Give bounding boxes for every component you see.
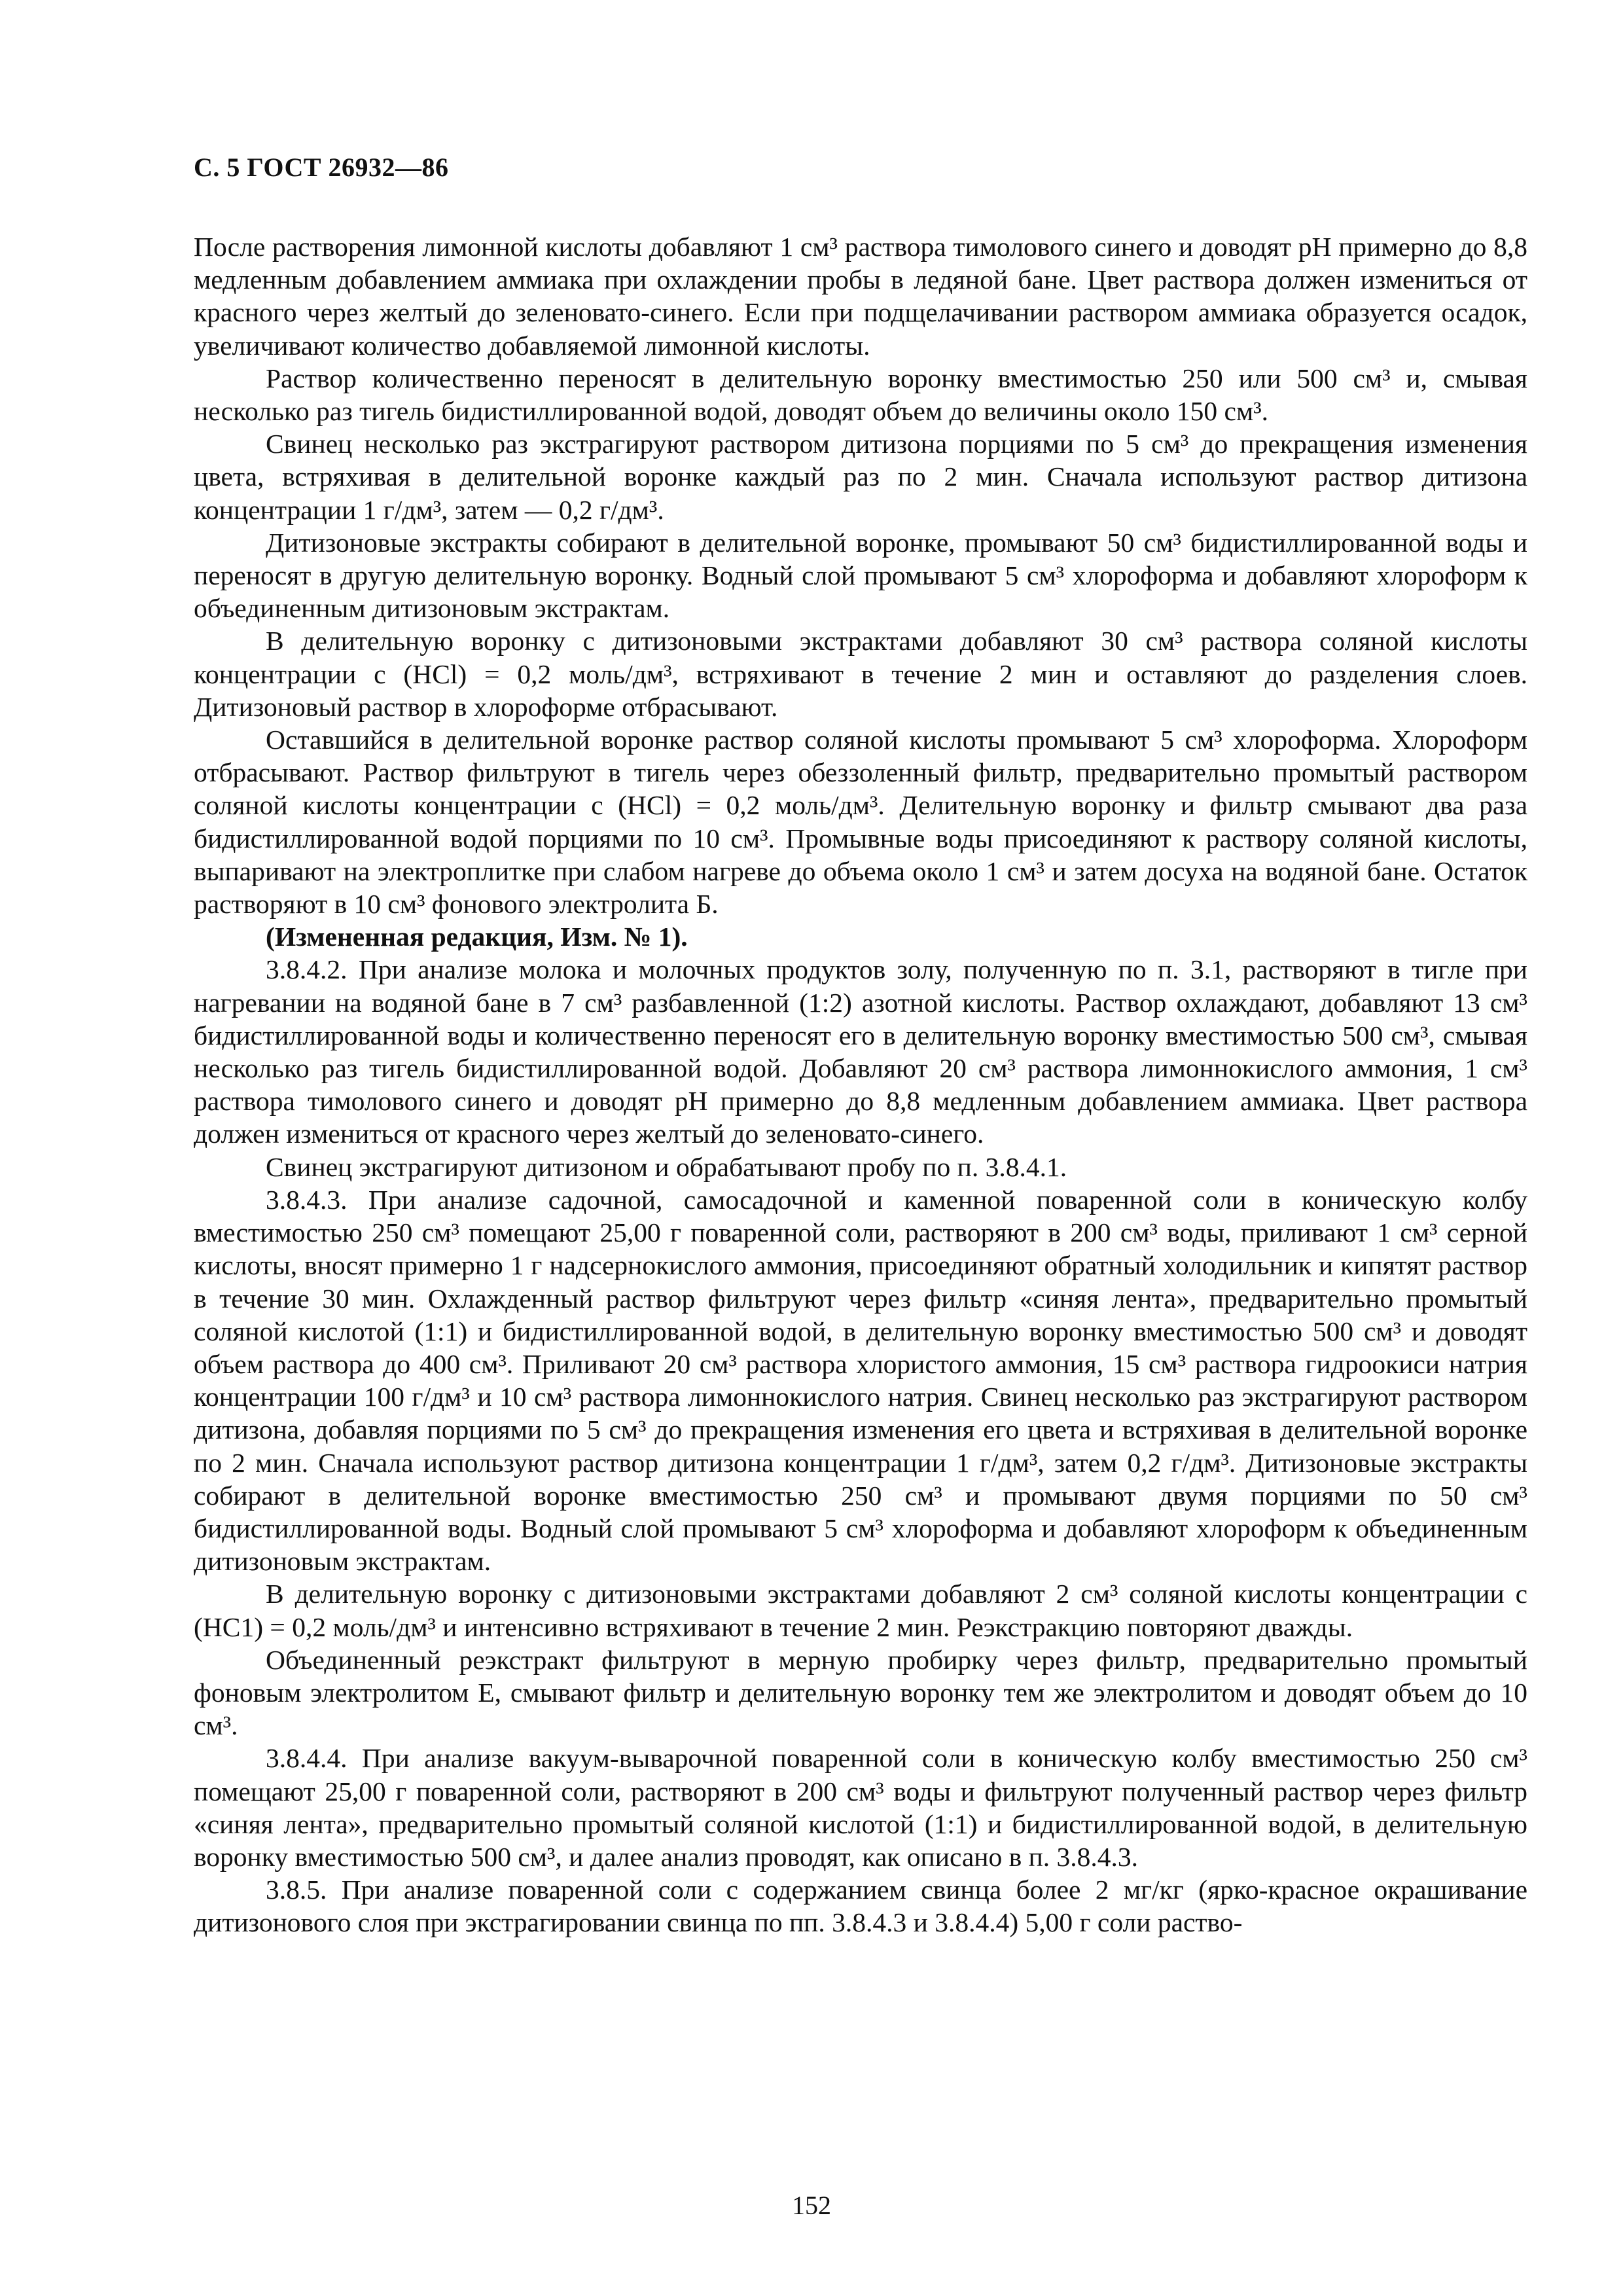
page-number: 152: [792, 2191, 831, 2220]
paragraph: Дитизоновые экстракты собирают в делительной воронке, промывают 50 см³ бидистиллированной воды и переносят в другую делительную воронку. Водный слой промывают 5 см³ хлороформа и добавляют хлороформ к объединенным дитизоновым экстрактам.: [194, 527, 1527, 624]
paragraph: Свинец несколько раз экстрагируют раствором дитизона порциями по 5 см³ до прекращения изменения цвета, встряхивая в делительной воронке каждый раз по 2 мин. Сначала используют раствор дитизона концентрации 1 г/дм³, затем — 0,2 г/дм³.: [194, 429, 1527, 525]
paragraph: 3.8.4.4. При анализе вакуум-выварочной поваренной соли в коническую колбу вместимостью 250 см³ помещают 25,00 г поваренной соли, растворяют в 200 см³ воды и фильтруют полученный раствор через фильтр «синяя лента», предварительно промытый соляной кислотой (1:1) и бидистиллированной водой, в делительную воронку вместимостью 500 см³, и далее анализ проводят, как описано в п. 3.8.4.3.: [194, 1743, 1527, 1872]
paragraph: Объединенный реэкстракт фильтруют в мерную пробирку через фильтр, предварительно промытый фоновым электролитом Е, смывают фильтр и делительную воронку тем же электролитом и доводят объем до 10 см³.: [194, 1644, 1527, 1741]
paragraph: Свинец экстрагируют дитизоном и обрабатывают пробу по п. 3.8.4.1.: [266, 1151, 1067, 1182]
paragraph: Оставшийся в делительной воронке раствор соляной кислоты промывают 5 см³ хлороформа. Хлороформ отбрасывают. Раствор фильтруют в тигель через обеззоленный фильтр, предварительно промытый раствором соляной кислоты концентрации c (HCl) = 0,2 моль/дм³. Делительную воронку и фильтр смывают два раза бидистиллированной водой порциями по 10 см³. Промывные воды присоединяют к раствору соляной кислоты, выпаривают на электроплитке при слабом нагреве до объема около 1 см³ и затем досуха на водяной бане. Остаток растворяют в 10 см³ фонового электролита Б.: [194, 725, 1527, 920]
paragraph: 3.8.5. При анализе поваренной соли с содержанием свинца более 2 мг/кг (ярко-красное окрашивание дитизонового слоя при экстрагировании свинца по пп. 3.8.4.3 и 3.8.4.4) 5,00 г соли раство-: [194, 1874, 1527, 1938]
paragraph: После растворения лимонной кислоты добавляют 1 см³ раствора тимолового синего и доводят pH примерно до 8,8 медленным добавлением аммиака при охлаждении пробы в ледяной бане. Цвет раствора должен измениться от красного через желтый до зеленовато-синего. Если при подщелачивании раствором аммиака образуется осадок, увеличивают количество добавляемой лимонной кислоты.: [194, 232, 1527, 361]
paragraph: В делительную воронку с дитизоновыми экстрактами добавляют 2 см³ соляной кислоты концентрации c (HC1) = 0,2 моль/дм³ и интенсивно встряхивают в течение 2 мин. Реэкстракцию повторяют дважды.: [194, 1579, 1527, 1642]
paragraph: Раствор количественно переносят в делительную воронку вместимостью 250 или 500 см³ и, смывая несколько раз тигель бидистиллированной водой, доводят объем до величины около 150 см³.: [194, 363, 1527, 427]
document-body: [194, 230, 1527, 1939]
paragraph: (Измененная редакция, Изм. № 1).: [266, 922, 688, 952]
paragraph: 3.8.4.2. При анализе молока и молочных продуктов золу, полученную по п. 3.1, растворяют в тигле при нагревании на водяной бане в 7 см³ разбавленной (1:2) азотной кислоты. Раствор охлаждают, добавляют 13 см³ бидистиллированной воды и количественно переносят его в делительную воронку вместимостью 500 см³, смывая несколько раз тигель бидистиллированной водой. Добавляют 20 см³ раствора лимоннокислого аммония, 1 см³ раствора тимолового синего и доводят pH примерно до 8,8 медленным добавлением аммиака. Цвет раствора должен измениться от красного через желтый до зеленовато-синего.: [194, 954, 1527, 1149]
paragraph: 3.8.4.3. При анализе садочной, самосадочной и каменной поваренной соли в коническую колбу вместимостью 250 см³ помещают 25,00 г поваренной соли, растворяют в 200 см³ воды, приливают 1 см³ серной кислоты, вносят примерно 1 г надсернокислого аммония, присоединяют обратный холодильник и кипятят раствор в течение 30 мин. Охлажденный раствор фильтруют через фильтр «синяя лента», предварительно промытый соляной кислотой (1:1) и бидистиллированной водой, в делительную воронку вместимостью 500 см³ и доводят объем раствора до 400 см³. Приливают 20 см³ раствора хлористого аммония, 15 см³ раствора гидроокиси натрия концентрации 100 г/дм³ и 10 см³ раствора лимоннокислого натрия. Свинец несколько раз экстрагируют раствором дитизона, добавляя порциями по 5 см³ до прекращения изменения его цвета и встряхивая в делительной воронке по 2 мин. Сначала используют раствор дитизона концентрации 1 г/дм³, затем 0,2 г/дм³. Дитизоновые экстракты собирают в делительной воронке вместимостью 250 см³ и промывают двумя порциями по 50 см³ бидистиллированной воды. Водный слой промывают 5 см³ хлороформа и добавляют хлороформ к объединенным дитизоновым экстрактам.: [194, 1184, 1527, 1577]
paragraph: В делительную воронку с дитизоновыми экстрактами добавляют 30 см³ раствора соляной кислоты концентрации c (HCl) = 0,2 моль/дм³, встряхивают в течение 2 мин и оставляют до разделения слоев. Дитизоновый раствор в хлороформе отбрасывают.: [194, 626, 1527, 722]
page-header: С. 5 ГОСТ 26932—86: [194, 152, 449, 182]
